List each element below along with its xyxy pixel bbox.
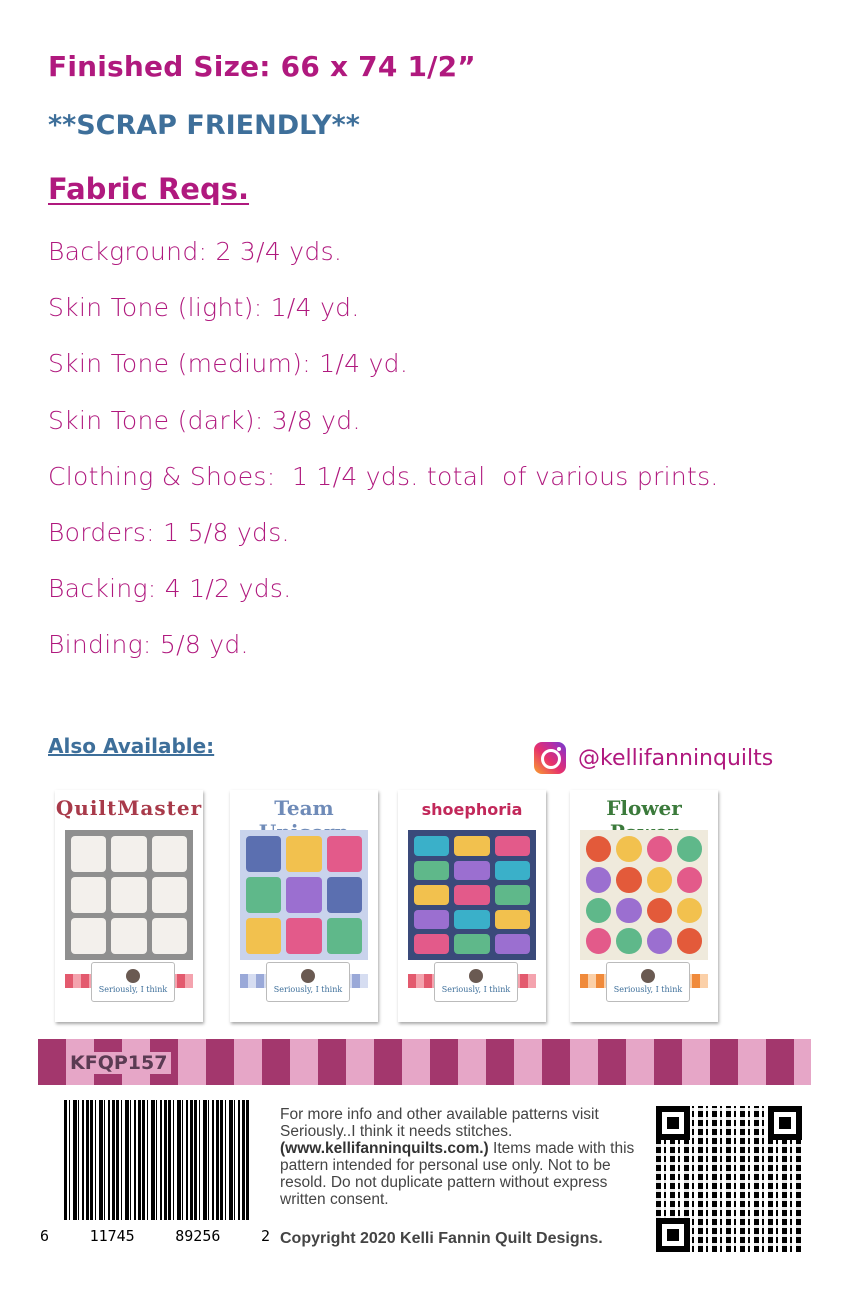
instagram-icon [534,742,566,774]
quilt-block [327,836,362,872]
quilt-block [246,836,281,872]
quilt-block [152,836,187,872]
fabric-reqs-list [48,230,719,680]
quilt-image [240,830,368,960]
instagram-handle: @kellifanninquilts [578,745,774,771]
quilt-block [677,928,702,954]
fabric-req-item: Binding: 5/8 yd. [48,630,249,660]
quilt-block [586,898,611,924]
barcode-number [40,1227,270,1245]
barcode-digit: 89256 [175,1227,221,1245]
quilt-block [152,918,187,954]
fabric-req-item: Skin Tone (dark): 3/8 yd. [48,405,361,435]
quilt-block [495,910,530,930]
quilt-block [414,861,449,881]
scrap-friendly-note: **SCRAP FRIENDLY** [48,110,360,141]
quilt-block [454,885,489,905]
barcode-digit: 2 [260,1227,270,1245]
quilt-block [647,928,672,954]
quilt-block [495,836,530,856]
pattern-title: QuiltMaster [55,796,203,820]
designer-logo: Seriously, I think [434,962,518,1002]
finished-size: Finished Size: 66 x 74 1/2” [48,50,476,83]
pattern-title: Team [274,796,334,820]
quilt-block [586,836,611,862]
pattern-card-flower-power[interactable] [570,790,718,1022]
quilt-block [495,885,530,905]
copyright: Copyright 2020 Kelli Fannin Quilt Designs. [280,1230,603,1247]
pattern-title: Flower [606,796,682,820]
quilt-block [677,836,702,862]
quilt-block [616,836,641,862]
quilt-image [580,830,708,960]
fabric-req-item: Skin Tone (medium): 1/4 yd. [48,349,409,379]
fabric-req-item: Borders: 1 5/8 yds. [48,517,290,547]
quilt-block [71,836,106,872]
quilt-block [495,861,530,881]
qr-finder [656,1106,690,1140]
quilt-block [111,836,146,872]
fabric-req-item: Background: 2 3/4 yds. [48,237,343,266]
qr-code[interactable] [656,1106,802,1252]
pattern-card-shoephoria[interactable] [398,790,546,1022]
barcode-digit: 6 [40,1227,50,1245]
designer-logo: Seriously, I think [91,962,175,1002]
quilt-block [286,836,321,872]
product-code: KFQP157 [66,1052,171,1074]
quilt-block [616,898,641,924]
quilt-block [286,877,321,913]
quilt-block [677,898,702,924]
quilt-block [495,934,530,954]
quilt-block [616,928,641,954]
quilt-block [111,877,146,913]
quilt-block [647,898,672,924]
pattern-title: shoephoria [421,800,523,819]
quilt-block [71,877,106,913]
qr-finder [656,1218,690,1252]
quilt-block [586,928,611,954]
quilt-block [414,836,449,856]
quilt-block [647,836,672,862]
fabric-req-item: Skin Tone (light): 1/4 yd. [48,293,360,323]
pattern-card-quiltmaster[interactable] [55,790,203,1022]
quilt-block [454,861,489,881]
quilt-block [677,867,702,893]
quilt-block [71,918,106,954]
quilt-block [414,885,449,905]
quilt-block [246,918,281,954]
quilt-block [454,836,489,856]
fabric-reqs-heading: Fabric Reqs. [48,172,250,206]
quilt-block [414,934,449,954]
qr-finder [768,1106,802,1140]
info-text: For more info and other available patterns visit Seriously..I think it needs stitches. (www.kellifanninquilts.com.) Items made with this pattern intended for personal use only. Not to be resold. Do not duplicate pattern without express written consent. [280,1106,635,1208]
designer-logo: Seriously, I think [606,962,690,1002]
quilt-block [586,867,611,893]
quilt-block [246,877,281,913]
designer-logo: Seriously, I think [266,962,350,1002]
quilt-block [616,867,641,893]
fabric-req-item: Backing: 4 1/2 yds. [48,574,292,604]
quilt-image [65,830,193,960]
quilt-block [647,867,672,893]
fabric-req-item: Clothing & Shoes: 1 1/4 yds. total of various prints. [48,461,719,491]
quilt-block [327,877,362,913]
quilt-block [327,918,362,954]
website-link[interactable]: (www.kellifanninquilts.com.) [280,1140,489,1157]
quilt-block [454,934,489,954]
quilt-block [152,877,187,913]
barcode [64,1100,250,1220]
quilt-block [454,910,489,930]
quilt-block [111,918,146,954]
pattern-card-team-unicorn[interactable] [230,790,378,1022]
quilt-block [414,910,449,930]
quilt-image [408,830,536,960]
quilt-block [286,918,321,954]
instagram-link[interactable] [534,742,773,774]
also-available-heading: Also Available: [48,734,215,758]
barcode-digit: 11745 [89,1227,135,1245]
